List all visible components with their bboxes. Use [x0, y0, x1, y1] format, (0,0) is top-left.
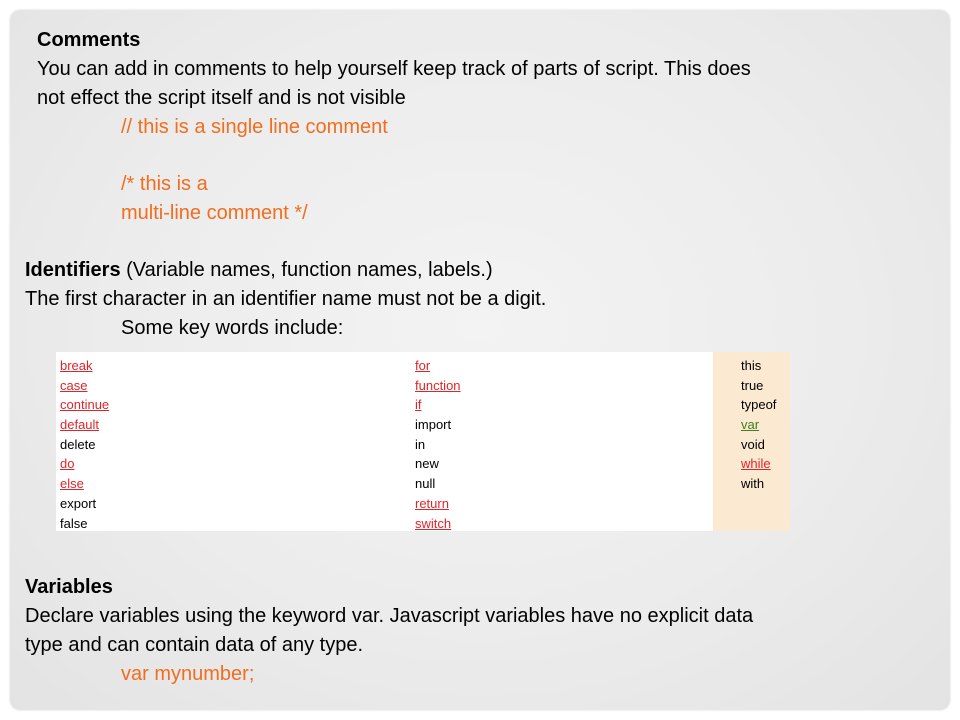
- keyword-import: import: [415, 417, 452, 433]
- keyword-continue[interactable]: continue: [60, 397, 110, 413]
- keyword-column-3-list: [741, 356, 776, 494]
- keyword-this: this: [741, 358, 762, 373]
- keyword-do[interactable]: do: [60, 456, 75, 472]
- keyword-column-1: [60, 356, 109, 533]
- keyword-column-2: [415, 356, 461, 533]
- keyword-function[interactable]: function: [415, 377, 461, 393]
- keyword-typeof: typeof: [741, 397, 777, 413]
- keyword-break[interactable]: break: [60, 358, 93, 373]
- keyword-in: in: [415, 436, 426, 452]
- keyword-export: export: [60, 495, 97, 511]
- keyword-case[interactable]: case: [60, 377, 88, 393]
- identifiers-heading: Identifiers: [25, 259, 121, 281]
- keyword-true: true: [741, 377, 764, 393]
- keyword-table: [56, 352, 790, 531]
- variables-heading: Variables: [25, 576, 113, 598]
- identifiers-heading-suffix: (Variable names, function names, labels.): [120, 259, 493, 281]
- variables-text-line-1: Declare variables using the keyword var. Javascript variables have no explicit data: [25, 605, 754, 627]
- identifiers-rule: The first character in an identifier name must not be a digit.: [25, 288, 547, 310]
- keyword-while[interactable]: while: [741, 456, 771, 472]
- variable-declaration-example: var mynumber;: [121, 663, 255, 685]
- keyword-for[interactable]: for: [415, 358, 431, 373]
- keyword-void: void: [741, 436, 765, 452]
- comments-text-line-2: not effect the script itself and is not visible: [37, 87, 406, 109]
- keyword-null: null: [415, 476, 436, 492]
- keyword-else[interactable]: else: [60, 476, 84, 492]
- keywords-intro: Some key words include:: [121, 317, 344, 339]
- identifiers-heading-line: [25, 256, 493, 285]
- keyword-column-3: [713, 352, 790, 531]
- keyword-with: with: [741, 476, 765, 492]
- keyword-switch[interactable]: switch: [415, 515, 452, 531]
- slide: [10, 10, 950, 710]
- multi-line-comment-example-line-1: /* this is a: [121, 173, 208, 195]
- multi-line-comment-example-line-2: multi-line comment */: [121, 202, 308, 224]
- comments-heading: Comments: [37, 29, 141, 51]
- keyword-return[interactable]: return: [415, 495, 449, 511]
- keyword-new: new: [415, 456, 439, 472]
- keyword-var[interactable]: var: [741, 417, 760, 433]
- variables-text-line-2: type and can contain data of any type.: [25, 634, 364, 656]
- keyword-default[interactable]: default: [60, 417, 100, 433]
- comments-text-line-1: You can add in comments to help yourself keep track of parts of script. This does: [37, 58, 751, 80]
- keyword-false: false: [60, 515, 88, 531]
- keyword-delete: delete: [60, 436, 96, 452]
- single-line-comment-example: // this is a single line comment: [121, 116, 388, 138]
- keyword-if[interactable]: if: [415, 397, 422, 413]
